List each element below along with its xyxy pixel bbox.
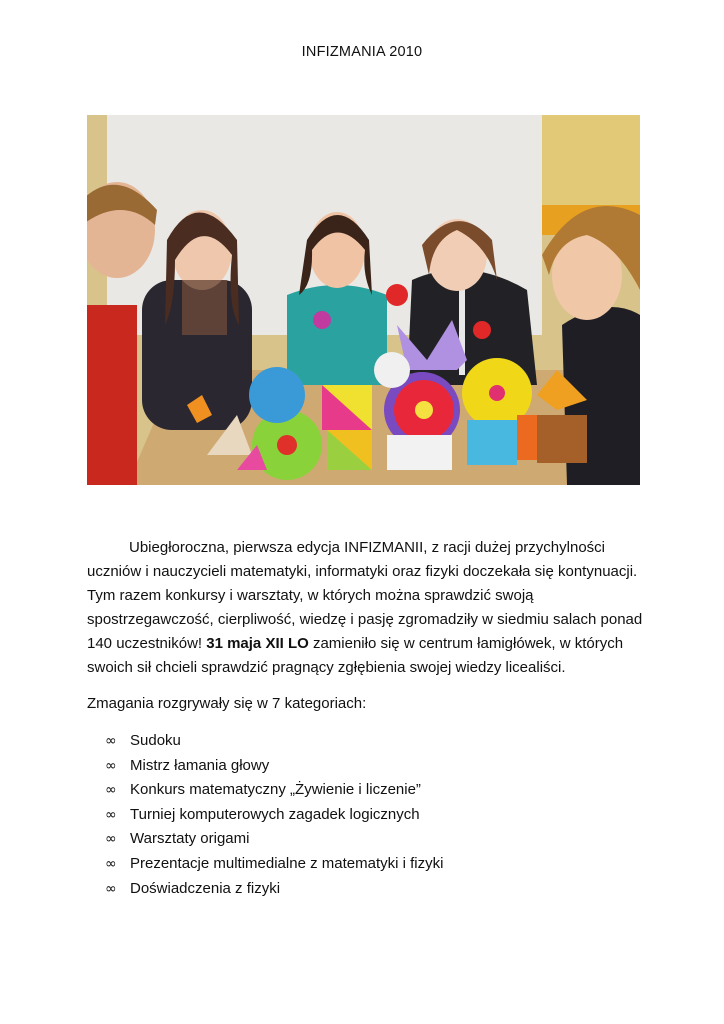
photo-students-origami-icon <box>87 115 640 485</box>
intro-paragraph <box>87 536 647 680</box>
infinity-bullet-icon: ∞ <box>105 855 117 872</box>
category-label: Turniej komputerowych zagadek logicznych <box>130 805 420 823</box>
list-item <box>87 852 647 877</box>
intro-text-part1: Ubiegłoroczna, pierwsza edycja INFIZMANII, z racji dużej przychylności uczniów i nauczycieli matematyki, informatyki oraz fizyki doczekała się kontynuacji. Tym razem konkursy i warsztaty, w których można sprawdzić swoją spostrzegawczość, cierpliwość, wiedzę i pasję zgromadziły w siedmiu salach ponad 140 uczestników! <box>87 539 643 652</box>
category-label: Konkurs matematyczny „Żywienie i liczenie” <box>130 781 421 799</box>
list-item <box>87 778 647 803</box>
category-label: Mistrz łamania głowy <box>130 756 270 774</box>
infinity-bullet-icon: ∞ <box>105 757 117 774</box>
infinity-bullet-icon: ∞ <box>105 733 117 749</box>
list-item <box>87 729 647 754</box>
category-label: Doświadczenia z fizyki <box>130 879 281 897</box>
intro-text-part2: zamieniło się w centrum łamigłówek, w których swoich sił chcieli sprawdzić pragnący zgłębienia swojej wiedzy licealiści. <box>87 635 624 676</box>
category-label: Sudoku <box>130 732 181 749</box>
list-item <box>87 877 647 902</box>
categories-lead: Zmagania rozgrywały się w 7 kategoriach: <box>87 695 367 712</box>
category-label: Warsztaty origami <box>130 830 250 848</box>
list-item <box>87 754 647 779</box>
infinity-bullet-icon: ∞ <box>105 831 117 848</box>
list-item <box>87 803 647 828</box>
category-label: Prezentacje multimedialne z matematyki i fizyki <box>130 854 444 872</box>
infinity-bullet-icon: ∞ <box>105 782 117 799</box>
list-item <box>87 827 647 852</box>
article-body <box>87 536 647 901</box>
document-title: INFIZMANIA 2010 <box>301 44 423 60</box>
origami-workshop-photo <box>87 115 640 485</box>
categories-list <box>87 729 647 901</box>
infinity-bullet-icon: ∞ <box>105 806 117 823</box>
infinity-bullet-icon: ∞ <box>105 880 117 897</box>
intro-text-bold: 31 maja XII LO <box>206 635 309 652</box>
